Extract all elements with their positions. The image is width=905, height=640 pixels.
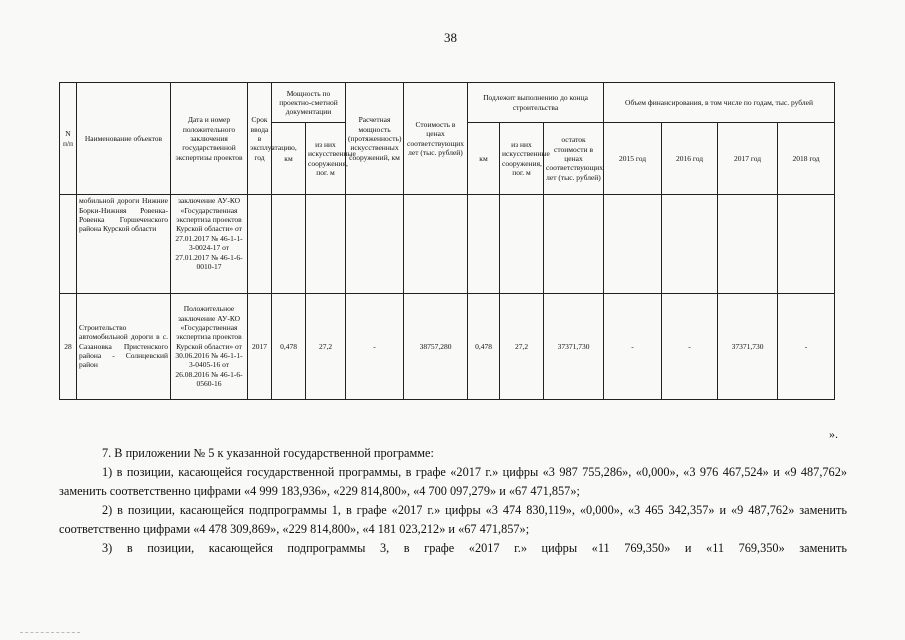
- cell-empty: [604, 195, 662, 293]
- closing-quote: ».: [829, 427, 838, 441]
- header-num: N п/п: [60, 83, 77, 195]
- cell-conclusion: заключение АУ-КО «Государственная экспертиза проектов Курской области» от 27.01.2017 № 46-1-1-3-0024-17 от 27.01.2017 № 46-1-6-0010-17: [171, 195, 248, 293]
- cell-empty: [718, 195, 778, 293]
- cell-financing-2017: 37371,730: [718, 293, 778, 399]
- cell-name: мобильной дороги Нижние Борки-Нижняя Ровенка-Ровенка Горшеченского района Курской области: [77, 195, 171, 293]
- cell-empty: [662, 195, 718, 293]
- cell-empty: [346, 195, 404, 293]
- page-number: 38: [444, 30, 457, 45]
- header-year-2016: 2016 год: [662, 123, 718, 195]
- cell-empty: [544, 195, 604, 293]
- header-remaining-km: км: [468, 123, 500, 195]
- header-financing: Объем финансирования, в том числе по годам, тыс. рублей: [604, 83, 835, 123]
- cell-financing-2018: -: [778, 293, 835, 399]
- header-name: Наименование объектов: [77, 83, 171, 195]
- header-design-capacity: Мощность по проектно-сметной документации: [272, 83, 346, 123]
- paragraph-3: 3) в позиции, касающейся подпрограммы 3, в графе «2017 г.» цифры «11 769,350» и «11 769,350» заменить: [102, 541, 847, 555]
- cell-num: [60, 195, 77, 293]
- paragraph-2: 2) в позиции, касающейся подпрограммы 1, в графе «2017 г.» цифры «3 474 830,119», «0,000», «3 465 342,357» и «9 487,762» заменить соответственно цифрами «4 478 309,869», «229 814,800», «4 181 023,212» и «67 471,857»;: [59, 503, 847, 536]
- scan-mark: [20, 632, 80, 635]
- header-conclusion: Дата и номер положительного заключения государственной экспертизы проектов: [171, 83, 248, 195]
- header-design-km: км: [272, 123, 306, 195]
- cell-conclusion: Положительное заключение АУ-КО «Государственная экспертиза проектов Курской области» от 30.06.2016 № 46-1-1-3-0405-16 от 26.08.2016 № 46-1-6-0560-16: [171, 293, 248, 399]
- cell-remaining-artificial: 27,2: [500, 293, 544, 399]
- cell-artificial: 27,2: [306, 293, 346, 399]
- cell-year: 2017: [248, 293, 272, 399]
- cell-financing-2015: -: [604, 293, 662, 399]
- cell-empty: [404, 195, 468, 293]
- cell-empty: [306, 195, 346, 293]
- cell-remaining-km: 0,478: [468, 293, 500, 399]
- paragraph-1: 1) в позиции, касающейся государственной программы, в графе «2017 г.» цифры «3 987 755,286», «0,000», «3 976 467,524» и «9 487,762» заменить соответственно цифрами «4 999 183,936», «229 814,800», «4 700 097,279» и «67 471,857»;: [59, 465, 847, 498]
- header-cost: Стоимость в ценах соответствующих лет (тыс. рублей): [404, 83, 468, 195]
- header-remaining-cost: остаток стоимости в ценах соответствующих лет (тыс. рублей): [544, 123, 604, 195]
- cell-empty: [468, 195, 500, 293]
- cell-empty: [778, 195, 835, 293]
- cell-empty: [248, 195, 272, 293]
- cell-num: 28: [60, 293, 77, 399]
- header-calc-capacity: Расчетная мощность (протяженность) искусственных сооружений, км: [346, 83, 404, 195]
- table-header-row: [60, 83, 835, 123]
- table-row: [60, 293, 835, 399]
- cell-financing-2016: -: [662, 293, 718, 399]
- header-commissioning: Срок ввода в эксплуатацию, год: [248, 83, 272, 195]
- header-year-2018: 2018 год: [778, 123, 835, 195]
- construction-objects-table: [59, 82, 835, 400]
- paragraph-7: 7. В приложении № 5 к указанной государственной программе:: [102, 446, 434, 460]
- cell-cost: 38757,280: [404, 293, 468, 399]
- cell-name: Строительство автомобильной дороги в с. Сазановка Пристенского района - Солнцевский район: [77, 293, 171, 399]
- amendment-text: [59, 444, 847, 558]
- table-row: [60, 195, 835, 293]
- cell-remaining-cost: 37371,730: [544, 293, 604, 399]
- header-remaining-artificial: из них искусственные сооружения, пог. м: [500, 123, 544, 195]
- header-year-2017: 2017 год: [718, 123, 778, 195]
- header-year-2015: 2015 год: [604, 123, 662, 195]
- cell-calc: -: [346, 293, 404, 399]
- cell-empty: [272, 195, 306, 293]
- header-design-artificial: из них искусственные сооружения, пог. м: [306, 123, 346, 195]
- header-remaining: Подлежит выполнению до конца строительства: [468, 83, 604, 123]
- cell-empty: [500, 195, 544, 293]
- cell-km: 0,478: [272, 293, 306, 399]
